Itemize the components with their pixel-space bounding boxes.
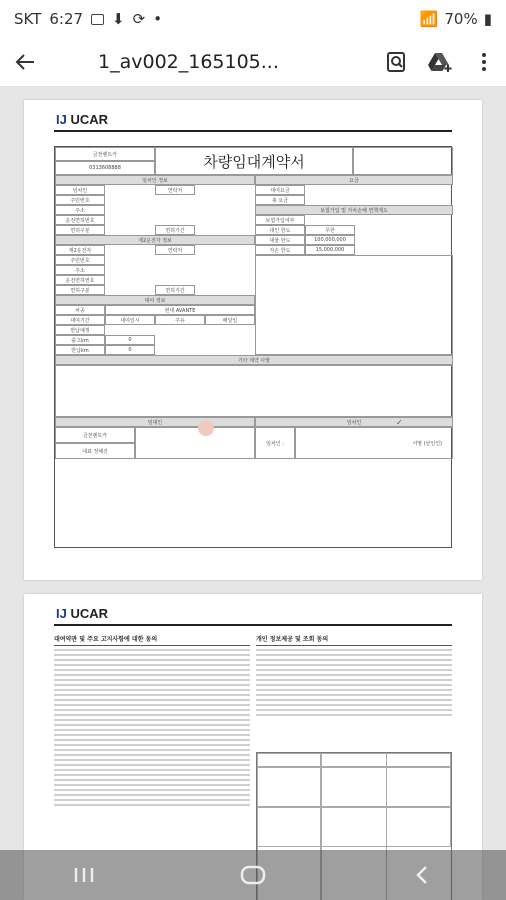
gallery-notification-icon	[91, 14, 104, 25]
field-label: 대물 한도	[255, 235, 305, 245]
insurance-notes	[255, 255, 453, 355]
contract-title: 차량임대계약서	[155, 147, 353, 175]
more-notifications-dot-icon: •	[153, 10, 163, 28]
privacy-text-lines	[256, 649, 452, 716]
add-to-drive-button[interactable]	[418, 38, 462, 86]
home-button[interactable]	[223, 855, 283, 895]
field-value: 주유	[155, 315, 205, 325]
ucar-logo: IJ UCAR	[56, 112, 109, 127]
field-label: 면허기간	[155, 225, 195, 235]
field-value: 15,000,000	[305, 245, 355, 255]
lessor-company: 금천렌트카	[55, 427, 135, 443]
company-seal-stamp	[198, 420, 214, 436]
back-arrow-icon	[14, 51, 36, 73]
fee-section-header: 요금	[255, 175, 453, 185]
field-label: 운전면허번호	[55, 215, 105, 225]
lessee-header: 임차인	[255, 417, 453, 427]
field-label: 대여기간	[55, 315, 105, 325]
home-icon	[240, 865, 266, 885]
lessee-label: 임차인 :	[255, 427, 295, 459]
field-label: 자손 한도	[255, 245, 305, 255]
sync-notification-icon: ⟳	[132, 10, 146, 28]
field-label: 제2운전자	[55, 245, 105, 255]
clock: 6:27	[49, 10, 84, 28]
more-vert-icon	[481, 52, 487, 72]
pdf-page-1[interactable]	[24, 100, 482, 580]
special-notes-area	[55, 365, 453, 417]
lessor-header: 임대인	[55, 417, 255, 427]
lessee-section-header: 임차인 정보	[55, 175, 255, 185]
field-label: 주민번호	[55, 255, 105, 265]
battery-icon: ▮	[483, 10, 492, 28]
signal-icon: 📶	[419, 10, 439, 28]
field-label: 주민번호	[55, 195, 105, 205]
lessor-representative: 대표 정해진	[55, 443, 135, 459]
terms-text-lines	[54, 649, 250, 806]
signature-mark: ✓	[396, 418, 403, 427]
back-chevron-icon	[415, 865, 429, 885]
ucar-logo-page2: IJ UCAR	[56, 606, 109, 621]
field-label: 면허기간	[155, 285, 195, 295]
privacy-heading: 개인 정보제공 및 조회 동의	[256, 634, 452, 646]
field-value: 무한	[305, 225, 355, 235]
driver2-section-header: 제2운전자 정보	[55, 235, 255, 245]
drive-add-icon	[427, 51, 453, 73]
field-label: 보험가입여부	[255, 215, 305, 225]
field-label: 대인 한도	[255, 225, 305, 235]
app-bar	[0, 38, 506, 86]
header-rule-page2	[54, 624, 452, 626]
field-label: 차종	[55, 305, 105, 315]
field-label: 면허구분	[55, 285, 105, 295]
field-label: 반납km	[55, 345, 105, 355]
field-label: 임차인	[55, 185, 105, 195]
back-nav-button[interactable]	[392, 855, 452, 895]
insurance-section-header: 보험가입 및 자차손해 면책제도	[255, 205, 453, 215]
download-notification-icon: ⬇	[112, 10, 125, 28]
field-value: 배달일	[205, 315, 255, 325]
field-label: 반납예정	[55, 325, 105, 335]
company-name-cell: 금천렌트카	[55, 147, 155, 161]
field-value: 100,000,000	[305, 235, 355, 245]
field-label: 연락처	[155, 245, 195, 255]
search-in-document-button[interactable]	[374, 38, 418, 86]
recent-apps-icon	[73, 866, 95, 884]
carrier-label: SKT	[14, 10, 42, 28]
rental-section-header: 대여 정보	[55, 295, 255, 305]
system-nav-bar	[0, 850, 506, 900]
field-label: 주소	[55, 205, 105, 215]
lessee-signature-field: 서명 (날인인)	[295, 427, 453, 459]
header-rule	[54, 130, 452, 132]
field-label: 면허구분	[55, 225, 105, 235]
search-document-icon	[385, 51, 407, 73]
field-label: 주소	[55, 265, 105, 275]
terms-heading: 대여약관 및 주요 고지사항에 대한 동의	[54, 634, 250, 646]
field-value: 0	[105, 345, 155, 355]
back-button[interactable]	[0, 38, 50, 86]
field-label: 연락처	[155, 185, 195, 195]
field-label: 출고km	[55, 335, 105, 345]
field-value: 0	[105, 335, 155, 345]
recent-apps-button[interactable]	[54, 855, 114, 895]
special-notes-header: 기타 계약 사항	[55, 355, 453, 365]
company-number-cell: 0313608888	[55, 161, 155, 175]
contract-meta-cell	[353, 147, 453, 175]
vehicle-value: 현대 AVANTE	[105, 305, 255, 315]
more-options-button[interactable]	[462, 38, 506, 86]
lessor-seal-area	[135, 427, 255, 459]
document-title: 1_av002_165105...	[98, 51, 279, 73]
field-label: 총 요금	[255, 195, 305, 205]
field-label: 대여요금	[255, 185, 305, 195]
status-bar	[0, 0, 506, 38]
field-value: 대여일시	[105, 315, 155, 325]
battery-percent: 70%	[444, 10, 478, 28]
rental-contract-form	[54, 146, 452, 548]
field-label: 운전면허번호	[55, 275, 105, 285]
